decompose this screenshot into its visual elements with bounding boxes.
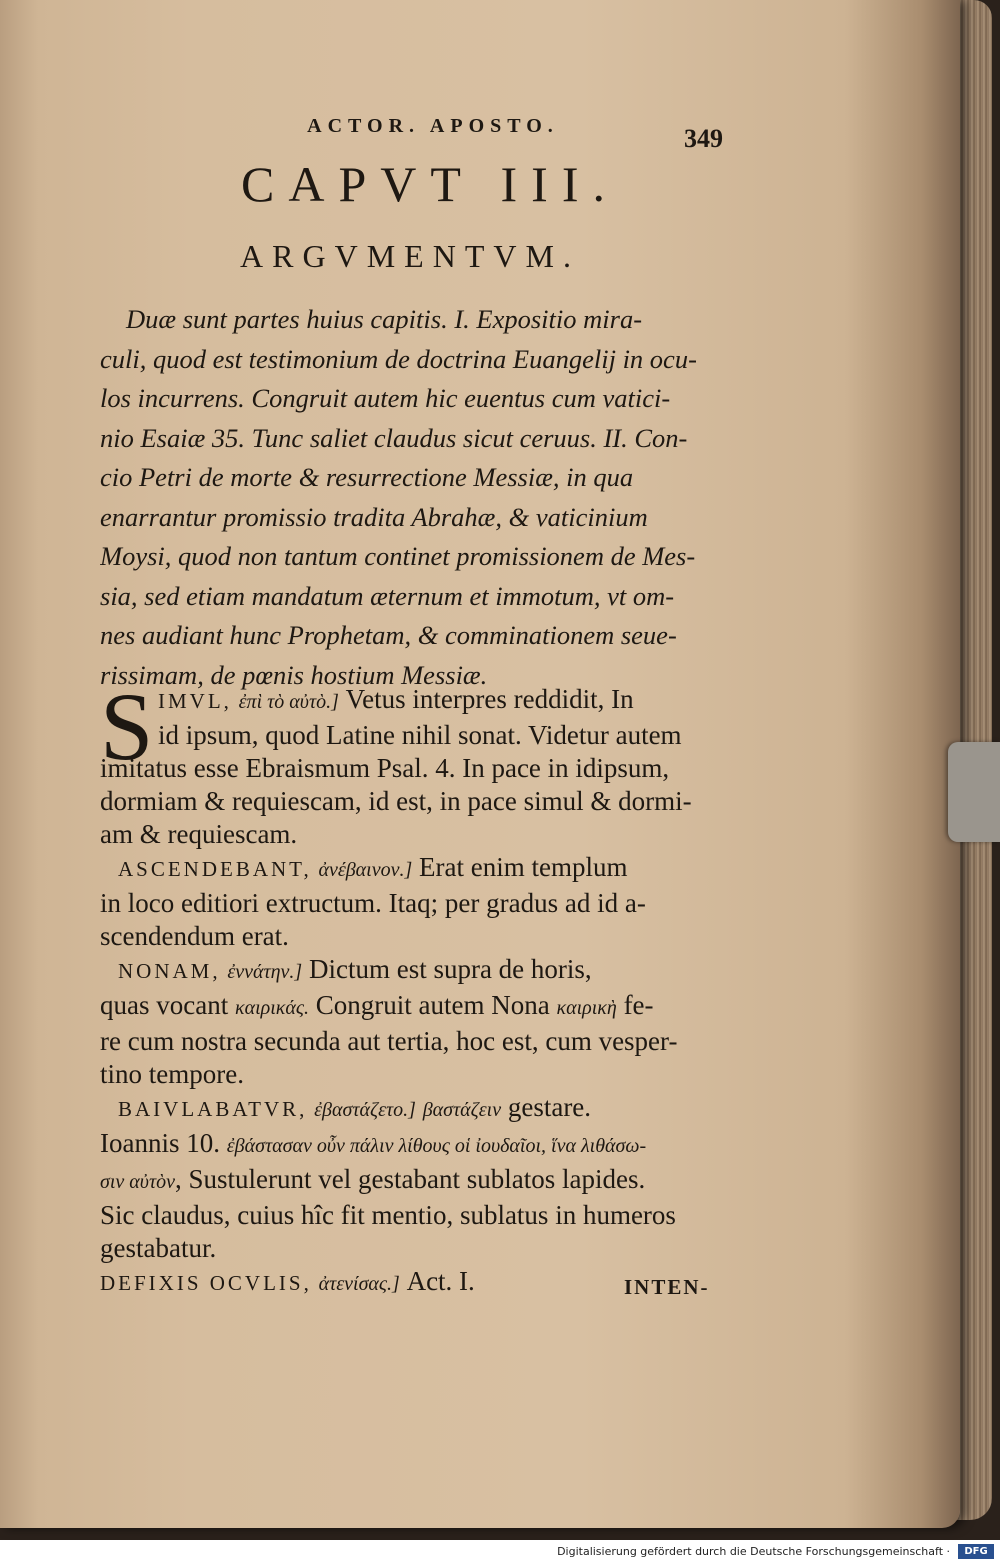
text-line: gestabatur. [100,1233,217,1263]
text-run: Congruit autem Nona [315,990,550,1020]
lemma-head: BAIVLABATVR, [118,1097,308,1121]
argument-line: nes audiant hunc Prophetam, & comminationem seue- [100,620,677,650]
lemma-head: DEFIXIS OCVLIS, [100,1271,312,1295]
text-line [100,1163,760,1199]
argument-heading: ARGVMENTVM. [240,238,580,274]
dfg-logo: DFG [958,1544,994,1559]
text-line: in loco editiori extructum. Itaq; per gradus ad id a- [100,888,646,918]
greek-word: καιρικὴ [556,997,617,1019]
lemma-head: IMVL, [158,689,232,713]
argument-line: Moysi, quod non tantum continet promissionem de Mes- [100,541,696,571]
argument-line: nio Esaiæ 35. Tunc saliet claudus sicut ceruus. II. Con- [100,422,688,453]
greek-word: βαστάζειν [422,1099,502,1121]
text-run: Erat enim templum [419,852,628,882]
argument-line: enarrantur promissio tradita Abrahæ, & vaticinium [100,501,648,532]
text-run: quas vocant [100,990,229,1020]
text-line: tino tempore. [100,1059,244,1089]
argument-line: sia, sed etiam mandatum æternum et immotum, vt om- [100,580,675,611]
text-run: Ioannis 10. [100,1128,220,1158]
catchword: INTEN- [624,1275,710,1299]
text-line [100,953,760,989]
running-head: ACTOR. APOSTO. [307,115,559,137]
text-line: am & requiescam. [100,819,298,849]
argument-line: rissimam, de pœnis hostium Messiæ. [100,659,488,690]
text-line: imitatus esse Ebraismum Psal. 4. In pace in idipsum, [100,753,670,783]
greek-lemma: ἀνέβαινον.] [318,859,413,881]
text-line: scendendum erat. [100,921,289,951]
greek-lemma: ἐβαστάζετο.] [314,1099,416,1121]
text-run: Vetus interpres reddidit, In [345,684,634,714]
greek-lemma: ἐννάτην.] [227,961,303,983]
funding-credit: Digitalisierung gefördert durch die Deutsche Forschungsgemeinschaft · [557,1545,950,1558]
bookmark-ribbon [948,742,1000,842]
text-line: Sic claudus, cuius hîc fit mentio, sublatus in humeros [100,1200,676,1230]
text-line [100,1127,760,1163]
lemma-head: ASCENDEBANT, [118,857,312,881]
greek-quotation: ἐβάστασαν οὖν πάλιν λίθους οἱ ἰουδαῖοι, ἵνα λιθάσω- [226,1135,647,1157]
lemma-head: NONAM, [118,959,221,983]
text-line [100,683,760,719]
argument-paragraph [100,300,750,695]
text-line [100,989,760,1025]
chapter-title: CAPVT III. [241,156,619,212]
text-run: gestare. [507,1092,592,1122]
text-run: fe- [623,990,654,1020]
argument-line: los incurrens. Congruit autem hic euentus cum vatici- [100,383,671,413]
text-line: id ipsum, quod Latine nihil sonat. Videtur autem [158,720,682,750]
text-line [100,851,760,887]
greek-lemma: ἀτενίσας.] [318,1273,400,1295]
text-run: Act. I. [406,1266,475,1296]
greek-lemma: ἐπὶ τὸ αὐτὸ.] [238,691,339,713]
text-run: Dictum est supra de horis, [308,954,592,984]
drop-cap-initial: S [100,673,154,780]
page-number: 349 [684,124,723,153]
text-run: , Sustulerunt vel gestabant sublatos lapides. [175,1164,646,1194]
text-line: dormiam & requiescam, id est, in pace simul & dormi- [100,786,692,816]
text-line: re cum nostra secunda aut tertia, hoc est, cum vesper- [100,1026,678,1056]
greek-word: σιν αὐτὸν [100,1171,176,1193]
greek-word: καιρικάς. [234,997,309,1019]
argument-line: culi, quod est testimonium de doctrina Euangelij in ocu- [100,343,697,374]
argument-line: cio Petri de morte & resurrectione Messiæ, in qua [100,462,634,492]
digitization-footer [0,1540,1000,1565]
argument-line: Duæ sunt partes huius capitis. I. Expositio mira- [126,304,643,334]
text-line [100,1091,760,1127]
